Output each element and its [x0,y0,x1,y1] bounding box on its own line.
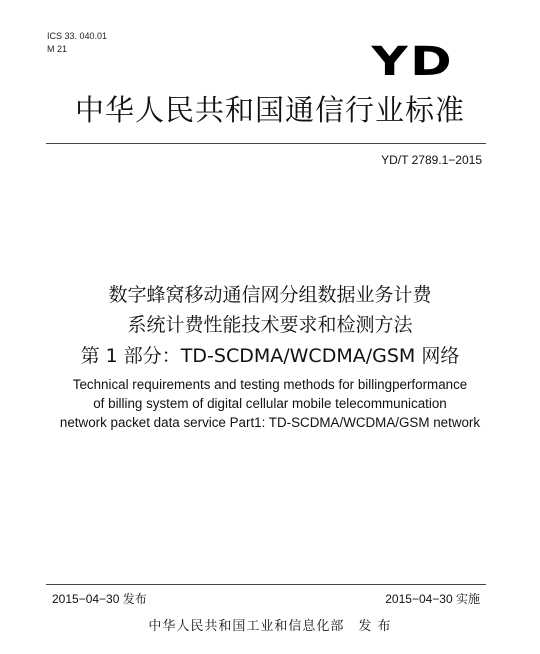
ics-code: ICS 33. 040.01 [47,31,108,41]
chinese-title-line-3: 第 1 部分：TD-SCDMA/WCDMA/GSM 网络 [80,345,460,367]
chinese-title-line-1: 数字蜂窝移动通信网分组数据业务计费 [108,284,432,306]
implementation-date: 2015−04−30 实施 [385,592,480,606]
publisher: 中华人民共和国工业和信息化部 发 布 [148,619,392,634]
bottom-divider [46,584,486,585]
standard-category-title: 中华人民共和国通信行业标准 [74,93,465,127]
english-title-line-1: Technical requirements and testing methods for billingperformance [72,377,468,392]
english-title-line-2: of billing system of digital cellular mobile telecommunication [93,396,447,411]
top-divider [46,143,486,144]
publish-date: 2015−04−30 发布 [52,592,147,606]
standard-number: YD/T 2789.1−2015 [381,153,482,167]
chinese-title-line-2: 系统计费性能技术要求和检测方法 [127,314,413,336]
english-title-line-3: network packet data service Part1: TD-SCDMA/WCDMA/GSM network [59,415,481,430]
clc-code: M 21 [47,44,68,54]
yd-logo: YD [371,39,454,85]
